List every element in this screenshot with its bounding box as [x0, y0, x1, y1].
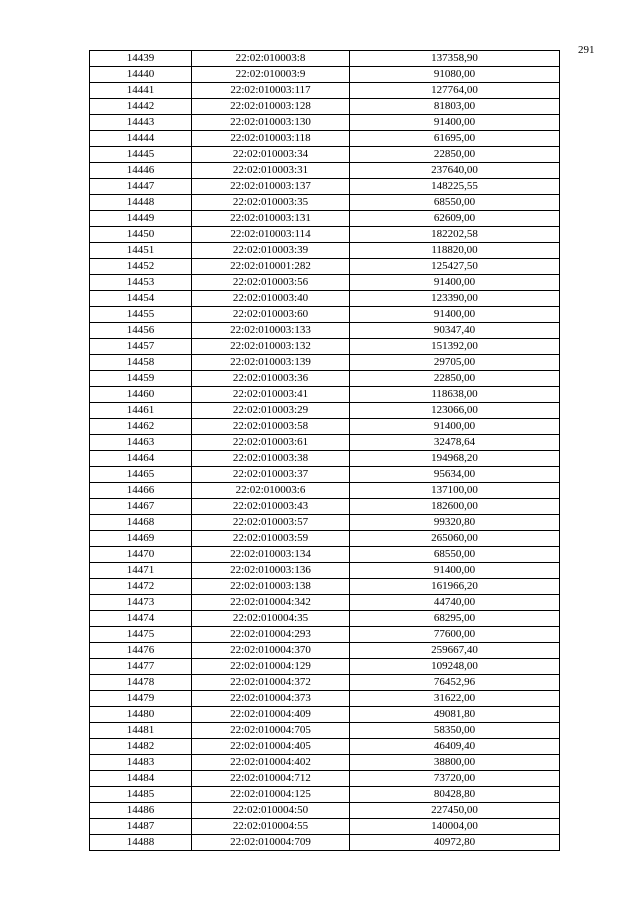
table-row — [90, 755, 560, 771]
table-row — [90, 291, 560, 307]
row-number-cell: 14441 — [90, 83, 192, 99]
cadastral-number-cell: 22:02:010003:57 — [192, 515, 350, 531]
cadastral-number-cell: 22:02:010004:705 — [192, 723, 350, 739]
row-number-cell: 14446 — [90, 163, 192, 179]
table-row — [90, 483, 560, 499]
value-cell: 99320,80 — [350, 515, 560, 531]
row-number-cell: 14452 — [90, 259, 192, 275]
value-cell: 118638,00 — [350, 387, 560, 403]
cadastral-number-cell: 22:02:010004:129 — [192, 659, 350, 675]
table-row — [90, 531, 560, 547]
row-number-cell: 14470 — [90, 547, 192, 563]
cadastral-number-cell: 22:02:010003:139 — [192, 355, 350, 371]
cadastral-number-cell: 22:02:010003:61 — [192, 435, 350, 451]
cadastral-number-cell: 22:02:010003:40 — [192, 291, 350, 307]
table-row — [90, 163, 560, 179]
table-row — [90, 195, 560, 211]
value-cell: 227450,00 — [350, 803, 560, 819]
table-row — [90, 739, 560, 755]
value-cell: 38800,00 — [350, 755, 560, 771]
registry-table-body — [90, 51, 560, 851]
cadastral-number-cell: 22:02:010004:55 — [192, 819, 350, 835]
value-cell: 91400,00 — [350, 419, 560, 435]
table-row — [90, 403, 560, 419]
value-cell: 76452,96 — [350, 675, 560, 691]
value-cell: 259667,40 — [350, 643, 560, 659]
cadastral-number-cell: 22:02:010004:342 — [192, 595, 350, 611]
value-cell: 151392,00 — [350, 339, 560, 355]
table-row — [90, 803, 560, 819]
cadastral-number-cell: 22:02:010003:38 — [192, 451, 350, 467]
table-row — [90, 115, 560, 131]
cadastral-number-cell: 22:02:010003:58 — [192, 419, 350, 435]
row-number-cell: 14478 — [90, 675, 192, 691]
row-number-cell: 14440 — [90, 67, 192, 83]
value-cell: 91400,00 — [350, 275, 560, 291]
table-row — [90, 339, 560, 355]
row-number-cell: 14449 — [90, 211, 192, 227]
cadastral-number-cell: 22:02:010003:41 — [192, 387, 350, 403]
row-number-cell: 14486 — [90, 803, 192, 819]
table-row — [90, 515, 560, 531]
value-cell: 95634,00 — [350, 467, 560, 483]
value-cell: 237640,00 — [350, 163, 560, 179]
cadastral-number-cell: 22:02:010003:59 — [192, 531, 350, 547]
table-row — [90, 563, 560, 579]
row-number-cell: 14467 — [90, 499, 192, 515]
row-number-cell: 14454 — [90, 291, 192, 307]
table-row — [90, 691, 560, 707]
row-number-cell: 14460 — [90, 387, 192, 403]
cadastral-number-cell: 22:02:010004:409 — [192, 707, 350, 723]
table-row — [90, 131, 560, 147]
cadastral-number-cell: 22:02:010003:137 — [192, 179, 350, 195]
value-cell: 137358,90 — [350, 51, 560, 67]
row-number-cell: 14483 — [90, 755, 192, 771]
table-row — [90, 387, 560, 403]
cadastral-number-cell: 22:02:010004:405 — [192, 739, 350, 755]
table-row — [90, 179, 560, 195]
row-number-cell: 14477 — [90, 659, 192, 675]
row-number-cell: 14442 — [90, 99, 192, 115]
value-cell: 91400,00 — [350, 115, 560, 131]
value-cell: 22850,00 — [350, 147, 560, 163]
cadastral-number-cell: 22:02:010003:132 — [192, 339, 350, 355]
table-row — [90, 371, 560, 387]
cadastral-number-cell: 22:02:010004:50 — [192, 803, 350, 819]
table-row — [90, 355, 560, 371]
registry-table — [89, 50, 560, 851]
value-cell: 62609,00 — [350, 211, 560, 227]
cadastral-number-cell: 22:02:010003:130 — [192, 115, 350, 131]
cadastral-number-cell: 22:02:010003:138 — [192, 579, 350, 595]
value-cell: 90347,40 — [350, 323, 560, 339]
table-row — [90, 707, 560, 723]
table-row — [90, 547, 560, 563]
table-row — [90, 579, 560, 595]
table-row — [90, 627, 560, 643]
cadastral-number-cell: 22:02:010003:8 — [192, 51, 350, 67]
row-number-cell: 14451 — [90, 243, 192, 259]
value-cell: 265060,00 — [350, 531, 560, 547]
row-number-cell: 14461 — [90, 403, 192, 419]
cadastral-number-cell: 22:02:010004:370 — [192, 643, 350, 659]
row-number-cell: 14443 — [90, 115, 192, 131]
cadastral-number-cell: 22:02:010003:134 — [192, 547, 350, 563]
row-number-cell: 14484 — [90, 771, 192, 787]
row-number-cell: 14450 — [90, 227, 192, 243]
row-number-cell: 14476 — [90, 643, 192, 659]
value-cell: 91080,00 — [350, 67, 560, 83]
row-number-cell: 14475 — [90, 627, 192, 643]
table-row — [90, 835, 560, 851]
table-row — [90, 243, 560, 259]
value-cell: 194968,20 — [350, 451, 560, 467]
row-number-cell: 14479 — [90, 691, 192, 707]
cadastral-number-cell: 22:02:010003:39 — [192, 243, 350, 259]
row-number-cell: 14465 — [90, 467, 192, 483]
value-cell: 68550,00 — [350, 195, 560, 211]
row-number-cell: 14474 — [90, 611, 192, 627]
cadastral-number-cell: 22:02:010003:131 — [192, 211, 350, 227]
cadastral-number-cell: 22:02:010001:282 — [192, 259, 350, 275]
table-row — [90, 675, 560, 691]
row-number-cell: 14445 — [90, 147, 192, 163]
value-cell: 68550,00 — [350, 547, 560, 563]
value-cell: 44740,00 — [350, 595, 560, 611]
value-cell: 32478,64 — [350, 435, 560, 451]
value-cell: 140004,00 — [350, 819, 560, 835]
cadastral-number-cell: 22:02:010003:29 — [192, 403, 350, 419]
cadastral-number-cell: 22:02:010003:118 — [192, 131, 350, 147]
row-number-cell: 14463 — [90, 435, 192, 451]
value-cell: 22850,00 — [350, 371, 560, 387]
table-row — [90, 723, 560, 739]
cadastral-number-cell: 22:02:010004:373 — [192, 691, 350, 707]
table-row — [90, 67, 560, 83]
table-row — [90, 99, 560, 115]
row-number-cell: 14457 — [90, 339, 192, 355]
table-row — [90, 771, 560, 787]
row-number-cell: 14488 — [90, 835, 192, 851]
table-row — [90, 435, 560, 451]
value-cell: 161966,20 — [350, 579, 560, 595]
value-cell: 148225,55 — [350, 179, 560, 195]
value-cell: 31622,00 — [350, 691, 560, 707]
value-cell: 61695,00 — [350, 131, 560, 147]
row-number-cell: 14485 — [90, 787, 192, 803]
cadastral-number-cell: 22:02:010003:37 — [192, 467, 350, 483]
row-number-cell: 14447 — [90, 179, 192, 195]
value-cell: 127764,00 — [350, 83, 560, 99]
table-row — [90, 451, 560, 467]
table-row — [90, 595, 560, 611]
cadastral-number-cell: 22:02:010003:114 — [192, 227, 350, 243]
cadastral-number-cell: 22:02:010003:117 — [192, 83, 350, 99]
table-row — [90, 499, 560, 515]
row-number-cell: 14472 — [90, 579, 192, 595]
value-cell: 137100,00 — [350, 483, 560, 499]
cadastral-number-cell: 22:02:010004:372 — [192, 675, 350, 691]
cadastral-number-cell: 22:02:010003:9 — [192, 67, 350, 83]
value-cell: 49081,80 — [350, 707, 560, 723]
table-row — [90, 211, 560, 227]
cadastral-number-cell: 22:02:010003:136 — [192, 563, 350, 579]
value-cell: 73720,00 — [350, 771, 560, 787]
table-row — [90, 659, 560, 675]
value-cell: 80428,80 — [350, 787, 560, 803]
cadastral-number-cell: 22:02:010003:36 — [192, 371, 350, 387]
table-row — [90, 147, 560, 163]
value-cell: 68295,00 — [350, 611, 560, 627]
value-cell: 125427,50 — [350, 259, 560, 275]
row-number-cell: 14480 — [90, 707, 192, 723]
row-number-cell: 14481 — [90, 723, 192, 739]
cadastral-number-cell: 22:02:010003:60 — [192, 307, 350, 323]
table-row — [90, 275, 560, 291]
value-cell: 91400,00 — [350, 563, 560, 579]
row-number-cell: 14482 — [90, 739, 192, 755]
cadastral-number-cell: 22:02:010004:712 — [192, 771, 350, 787]
cadastral-number-cell: 22:02:010004:35 — [192, 611, 350, 627]
table-row — [90, 259, 560, 275]
cadastral-number-cell: 22:02:010004:125 — [192, 787, 350, 803]
row-number-cell: 14473 — [90, 595, 192, 611]
table-row — [90, 83, 560, 99]
cadastral-number-cell: 22:02:010003:35 — [192, 195, 350, 211]
value-cell: 123390,00 — [350, 291, 560, 307]
row-number-cell: 14455 — [90, 307, 192, 323]
table-row — [90, 787, 560, 803]
row-number-cell: 14471 — [90, 563, 192, 579]
cadastral-number-cell: 22:02:010003:133 — [192, 323, 350, 339]
value-cell: 182202,58 — [350, 227, 560, 243]
cadastral-number-cell: 22:02:010003:31 — [192, 163, 350, 179]
value-cell: 91400,00 — [350, 307, 560, 323]
value-cell: 81803,00 — [350, 99, 560, 115]
table-row — [90, 227, 560, 243]
row-number-cell: 14458 — [90, 355, 192, 371]
row-number-cell: 14466 — [90, 483, 192, 499]
table-row — [90, 819, 560, 835]
cadastral-number-cell: 22:02:010004:709 — [192, 835, 350, 851]
table-row — [90, 611, 560, 627]
row-number-cell: 14487 — [90, 819, 192, 835]
row-number-cell: 14439 — [90, 51, 192, 67]
row-number-cell: 14444 — [90, 131, 192, 147]
row-number-cell: 14468 — [90, 515, 192, 531]
value-cell: 29705,00 — [350, 355, 560, 371]
page-number: 291 — [578, 44, 595, 56]
cadastral-number-cell: 22:02:010004:402 — [192, 755, 350, 771]
value-cell: 40972,80 — [350, 835, 560, 851]
row-number-cell: 14456 — [90, 323, 192, 339]
table-row — [90, 307, 560, 323]
table-row — [90, 51, 560, 67]
cadastral-number-cell: 22:02:010003:34 — [192, 147, 350, 163]
table-row — [90, 419, 560, 435]
value-cell: 109248,00 — [350, 659, 560, 675]
cadastral-number-cell: 22:02:010003:128 — [192, 99, 350, 115]
row-number-cell: 14464 — [90, 451, 192, 467]
value-cell: 58350,00 — [350, 723, 560, 739]
table-row — [90, 467, 560, 483]
row-number-cell: 14459 — [90, 371, 192, 387]
cadastral-number-cell: 22:02:010004:293 — [192, 627, 350, 643]
row-number-cell: 14469 — [90, 531, 192, 547]
value-cell: 123066,00 — [350, 403, 560, 419]
row-number-cell: 14453 — [90, 275, 192, 291]
table-row — [90, 323, 560, 339]
row-number-cell: 14462 — [90, 419, 192, 435]
table-row — [90, 643, 560, 659]
row-number-cell: 14448 — [90, 195, 192, 211]
cadastral-number-cell: 22:02:010003:56 — [192, 275, 350, 291]
cadastral-number-cell: 22:02:010003:43 — [192, 499, 350, 515]
value-cell: 118820,00 — [350, 243, 560, 259]
value-cell: 46409,40 — [350, 739, 560, 755]
value-cell: 182600,00 — [350, 499, 560, 515]
cadastral-number-cell: 22:02:010003:6 — [192, 483, 350, 499]
value-cell: 77600,00 — [350, 627, 560, 643]
